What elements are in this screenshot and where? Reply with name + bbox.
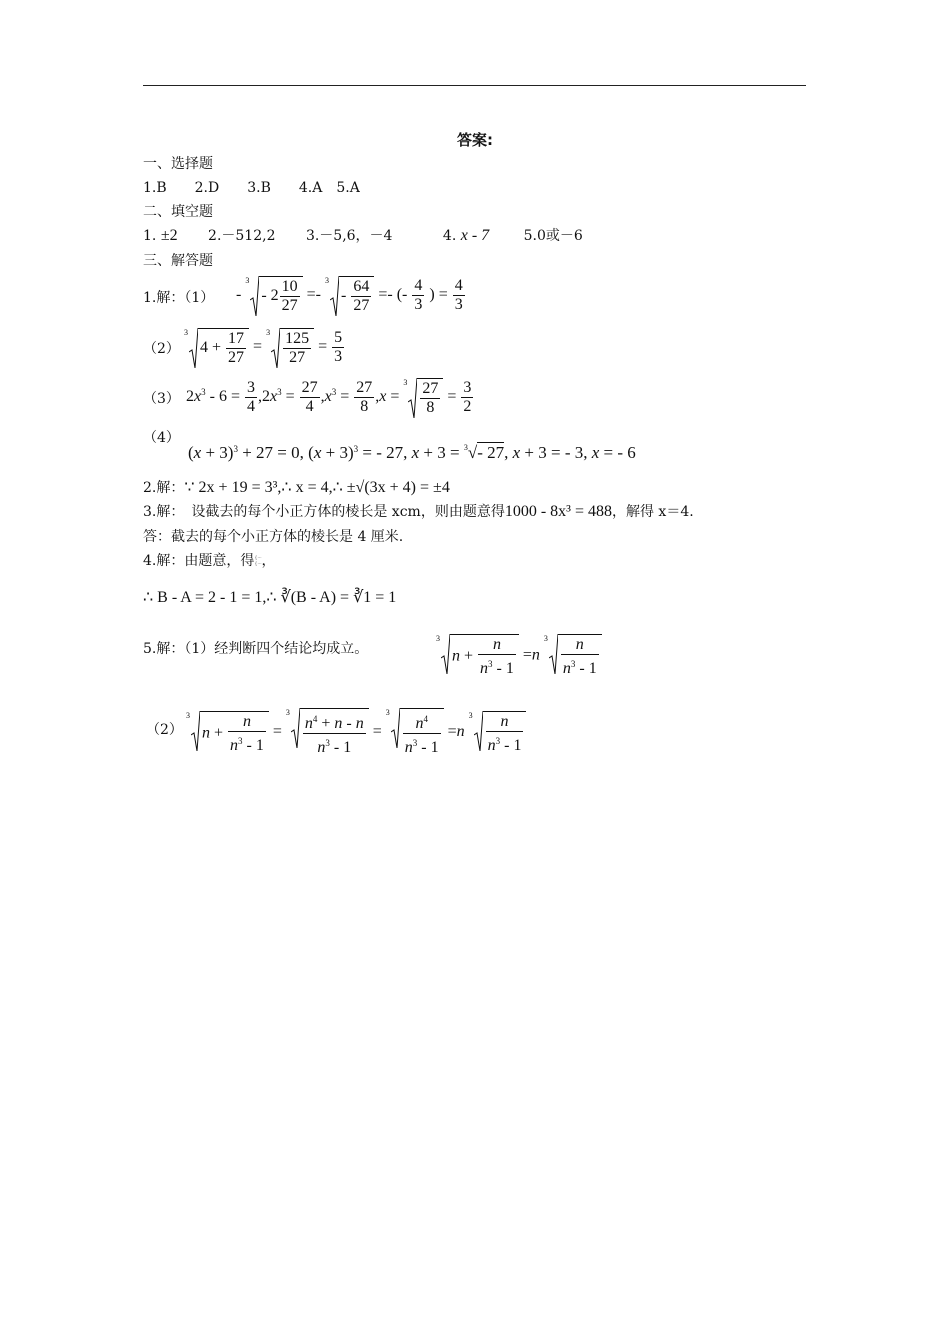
- cube-root: 3 - 2 $\frac{10}{27}$: [245, 276, 302, 315]
- cube-root: 3 $\frac{n}{n^3 - 1}$: [544, 634, 602, 678]
- q3-line: [143, 503, 694, 521]
- section-fill-heading: 二、填空题: [143, 204, 213, 220]
- cube-root: 3 n + $\frac{n}{n^3 - 1}$: [436, 634, 519, 678]
- fill-answer-1-value: ±2: [160, 227, 178, 244]
- q5-text: 5.解：（1）经判断四个结论均成立。: [143, 641, 369, 657]
- q1-part4-label: （4）: [143, 430, 180, 446]
- fill-answer-3: 3.－5,6，－4: [305, 228, 393, 244]
- q1-part3-label: （3）: [143, 391, 180, 407]
- cube-root: 3 $\frac{n}{n^3 - 1}$: [469, 711, 527, 755]
- q5-part2-equation: 3 n + $\frac{n}{n^3 - 1}$ = 3 $\frac{n^4 + n - n}{n^3 - 1}$ = 3 $\frac{n^4}{n^3 - 1}$ =n 3 $\frac{n}{n^3 - 1}$: [186, 708, 526, 757]
- q1-label: 1.解：（1）: [143, 290, 215, 306]
- fill-answer-2: 2.－512,2: [208, 228, 276, 244]
- q1-part1-equation: - 3 - 2 $\frac{10}{27}$ =- 3 - $\frac{64}{27}$ =- (- $\frac{4}{3}$ ) = $\frac{4}{3}$: [236, 276, 463, 314]
- cube-root: 3 - $\frac{64}{27}$: [325, 276, 374, 315]
- fill-answer-4-value: x - 7: [460, 227, 490, 244]
- q3-equation: 1000 - 8x³ = 488: [504, 503, 612, 520]
- cube-root: 3 $\frac{125}{27}$: [266, 328, 314, 367]
- q5-part1-equation: 3 n + $\frac{n}{n^3 - 1}$ =n 3 $\frac{n}{n^3 - 1}$: [436, 634, 602, 678]
- cube-root: 3 $\frac{n^4}{n^3 - 1}$: [386, 708, 444, 757]
- q4-conclusion: ∴ B - A = 2 - 1 = 1,∴ ∛(B - A) = ∛1 = 1: [143, 589, 397, 606]
- choice-answers: 1.B 2.D 3.B 4.A 5.A: [143, 180, 360, 196]
- q3-answer: 答：截去的每个小正方体的棱长是 4 厘米.: [143, 529, 404, 545]
- q3-text-end: ，解得 x＝4.: [611, 504, 694, 520]
- q2-equation: ∵ 2x + 19 = 3³,∴ x = 4,∴ ±√(3x + 4) = ±4: [184, 479, 450, 496]
- section-solve-heading: 三、解答题: [143, 253, 213, 269]
- fill-answer-5: 5.0或－6: [523, 228, 583, 244]
- section-choice-heading: 一、选择题: [143, 156, 213, 172]
- q1-part3-equation: $2x^3 - 6$ = $\frac{3}{4}$ $,2x^3$ = $\frac{27}{4}$ $,x^3$ = $\frac{27}{8}$ ,x = 3 $\frac{27}{8}$ = $\frac{3}{2}$: [186, 378, 472, 416]
- fill-answer-4-number: 4.: [442, 228, 457, 244]
- page-title: 答案:: [457, 131, 493, 149]
- cube-root: 3 $\frac{n^4 + n - n}{n^3 - 1}$: [286, 708, 369, 757]
- q2-line: [143, 479, 450, 497]
- q5-part2-label: （2）: [146, 722, 183, 738]
- q1-part2-label: （2）: [143, 341, 180, 357]
- q4-text: 4.解：由题意，得: [143, 553, 255, 569]
- q2-label: 2.解：: [143, 480, 185, 496]
- q4-text-end: ，: [261, 553, 276, 569]
- fill-answer-1-number: 1.: [143, 228, 157, 244]
- cube-root: 3 $\frac{27}{8}$: [403, 378, 443, 417]
- cube-root: 3 n + $\frac{n}{n^3 - 1}$: [186, 711, 269, 755]
- q1-part2-equation: 3 4 + $\frac{17}{27}$ = 3 $\frac{125}{27}$ = $\frac{5}{3}$: [184, 328, 343, 366]
- q4-system-image: {··· {···: [254, 555, 262, 567]
- fill-answers: [143, 227, 583, 245]
- q3-text: 3.解： 设截去的每个小正方体的棱长是 xcm，则由题意得: [143, 504, 505, 520]
- q1-part4-equation: $(x + 3)^3 + 27 = 0$, $(x + 3)^3$ = - 27, x + 3 = $^3$√- 27, x + 3 = - 3, x = - 6: [188, 443, 636, 462]
- cube-root: 3 4 + $\frac{17}{27}$: [184, 328, 249, 367]
- q4-line: [143, 552, 276, 570]
- header-rule: [143, 85, 806, 86]
